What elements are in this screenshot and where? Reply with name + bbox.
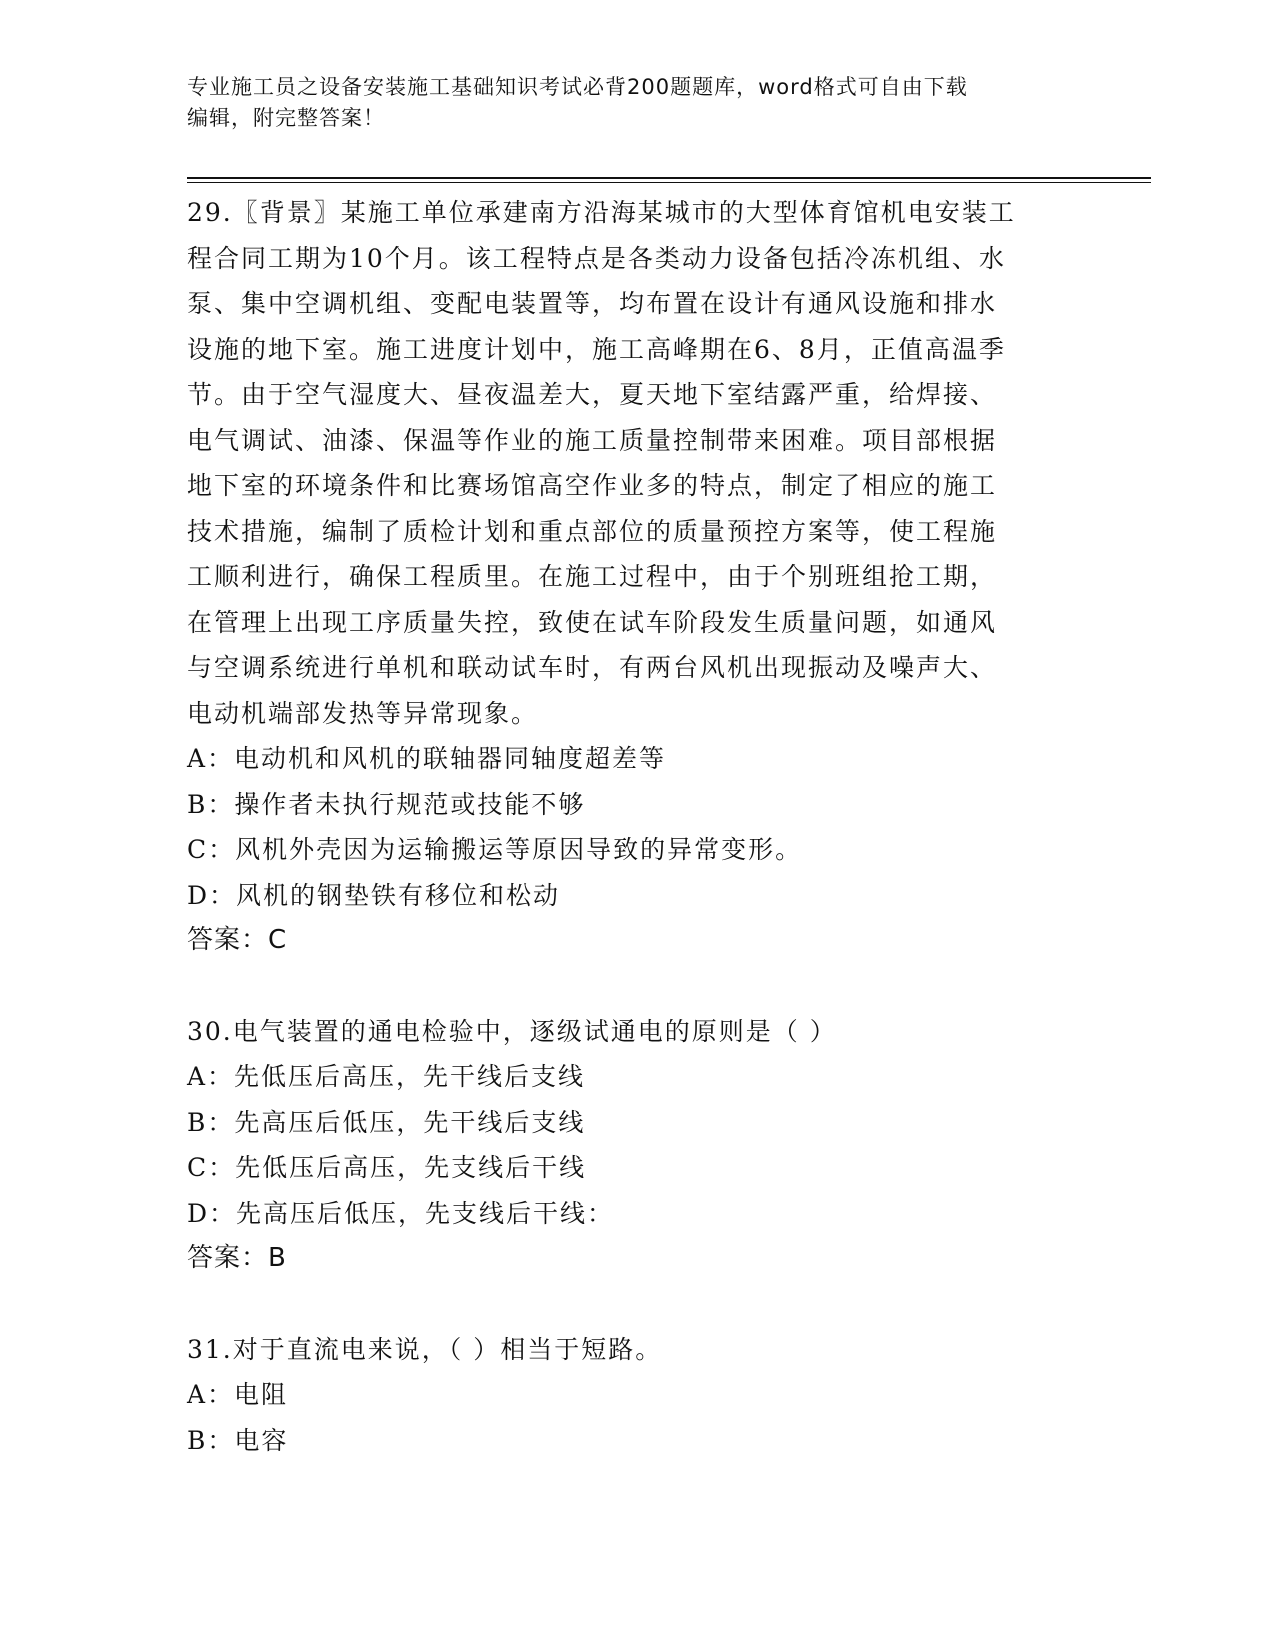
header-line-1: 专业施工员之设备安装施工基础知识考试必背200题题库，word格式可自由下载: [187, 75, 968, 99]
question-stem-line: 30.电气装置的通电检验中，逐级试通电的原则是（ ）: [187, 1016, 837, 1046]
question-31: [187, 1327, 1077, 1464]
question-stem-line: 电气调试、油漆、保温等作业的施工质量控制带来困难。项目部根据: [187, 425, 998, 455]
answer-label: 答案：B: [187, 1243, 287, 1273]
answer-label: 答案：C: [187, 925, 288, 955]
option-a: A：电阻: [187, 1380, 289, 1409]
option-b: B：先高压后低压，先干线后支线: [187, 1107, 586, 1137]
option-b: B：电容: [187, 1425, 289, 1455]
option-a: A：电动机和风机的联轴器同轴度超差等: [187, 744, 667, 773]
header-divider-thick: [187, 177, 1151, 179]
option-c: C：风机外壳因为运输搬运等原因导致的异常变形。: [187, 835, 803, 864]
question-stem-line: 程合同工期为10个月。该工程特点是各类动力设备包括冷冻机组、水: [187, 243, 1006, 273]
question-stem-line: 29.〖背景〗某施工单位承建南方沿海某城市的大型体育馆机电安装工: [187, 198, 1016, 227]
question-stem-line: 设施的地下室。施工进度计划中，施工高峰期在6、8月，正值高温季: [187, 334, 1006, 364]
question-stem-line: 电动机端部发热等异常现象。: [187, 698, 539, 728]
option-d: D：先高压后低压，先支线后干线：: [187, 1198, 615, 1228]
question-stem-line: 技术措施，编制了质检计划和重点部位的质量预控方案等，使工程施: [187, 516, 998, 546]
header-line-2: 编辑，附完整答案！: [187, 106, 385, 130]
question-stem-line: 在管理上出现工序质量失控，致使在试车阶段发生质量问题，如通风: [187, 607, 998, 637]
question-29: [187, 190, 1077, 964]
question-stem-line: 工顺利进行，确保工程质里。在施工过程中，由于个别班组抢工期，: [187, 562, 998, 591]
document-header: [187, 72, 1067, 134]
question-stem-line: 地下室的环境条件和比赛场馆高空作业多的特点，制定了相应的施工: [187, 471, 998, 500]
question-stem-line: 与空调系统进行单机和联动试车时，有两台风机出现振动及噪声大、: [187, 653, 998, 682]
question-30: [187, 1009, 1077, 1282]
question-spacer: [187, 1282, 1077, 1327]
question-stem-line: 节。由于空气湿度大、昼夜温差大，夏天地下室结露严重，给焊接、: [187, 380, 998, 409]
option-c: C：先低压后高压，先支线后干线: [187, 1153, 587, 1182]
header-divider-thin: [187, 182, 1151, 183]
question-spacer: [187, 964, 1077, 1009]
question-stem-line: 泵、集中空调机组、变配电装置等，均布置在设计有通风设施和排水: [187, 289, 998, 318]
option-b: B：操作者未执行规范或技能不够: [187, 789, 586, 819]
question-stem-line: 31.对于直流电来说，（ ）相当于短路。: [187, 1334, 663, 1364]
option-a: A：先低压后高压，先干线后支线: [187, 1062, 586, 1091]
option-d: D：风机的钢垫铁有移位和松动: [187, 880, 561, 910]
question-list: [187, 190, 1077, 1463]
